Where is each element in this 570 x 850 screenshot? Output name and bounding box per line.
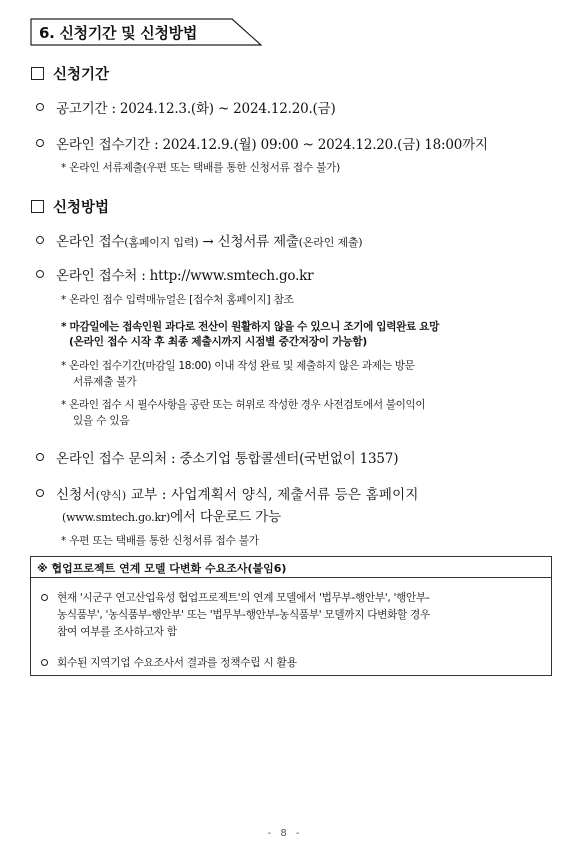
online-period-label: 온라인 접수기간 :: [56, 137, 163, 153]
step-doc-submit: 신청서류 제출: [217, 234, 299, 250]
period-note: * 온라인 서류제출(우편 또는 택배를 통한 신청서류 접수 불가): [61, 162, 341, 174]
method-note-4-line-1: * 온라인 접수 시 필수사항을 공란 또는 허위로 작성한 경우 사전검토에서 불이익이: [61, 399, 426, 411]
online-period-value: 2024.12.9.(월) 09:00 ~ 2024.12.20.(금) 18:00: [162, 137, 463, 153]
method-steps-line: [36, 230, 362, 250]
site-label: 온라인 접수처 :: [56, 268, 150, 284]
step-online-entry-note: (홈페이지 입력): [124, 236, 199, 249]
download-line-2: [62, 505, 281, 525]
circle-bullet-icon: [41, 594, 48, 601]
method-note-1: * 온라인 접수 입력매뉴얼은 [접수처 홈페이지] 참조: [61, 294, 294, 306]
page-number: - 8 -: [267, 828, 303, 839]
method-note-3-line-2: 서류제출 불가: [73, 376, 137, 388]
circle-bullet-icon: [36, 139, 44, 147]
download-url-link[interactable]: (www.smtech.go.kr): [62, 511, 171, 524]
download-form-note: (양식): [95, 489, 127, 502]
contact-line: [36, 447, 398, 467]
method-note-2-line-2: (온라인 접수 시작 후 최종 제출시까지 시점별 중간저장이 가능함): [69, 336, 368, 348]
method-note-3-line-1: * 온라인 접수기간(마감일 18:00) 이내 작성 완료 및 제출하지 않은 과제는 방문: [61, 360, 415, 372]
circle-bullet-icon: [36, 489, 44, 497]
survey-item-2: 회수된 지역기업 수요조사서 결과를 정책수립 시 활용: [57, 657, 297, 669]
method-note-2-line-1: * 마감일에는 접속인원 과다로 전산이 원활하지 않을 수 있으니 조기에 입력완료 요망: [61, 321, 439, 333]
online-period-suffix: 까지: [462, 137, 488, 153]
arrow-right-icon: →: [198, 234, 218, 250]
survey-notebox-title: ※ 협업프로젝트 연계 모델 다변화 수요조사(붙임6): [37, 562, 287, 575]
method-heading-label: 신청방법: [53, 200, 110, 216]
circle-bullet-icon: [41, 659, 48, 666]
download-form-label: 신청서: [56, 487, 96, 503]
section-title: 6. 신청기간 및 신청방법: [39, 24, 198, 42]
site-line: [36, 264, 313, 284]
download-form-text: 교부 : 사업계획서 양식, 제출서류 등은 홈페이지: [126, 487, 419, 503]
contact-label: 온라인 접수 문의처 : 중소기업 통합콜센터: [56, 451, 300, 467]
method-note-5: * 우편 또는 택배를 통한 신청서류 접수 불가: [61, 535, 259, 547]
notice-period-value: 2024.12.3.(화) ~ 2024.12.20.(금): [119, 101, 336, 117]
survey-notebox: [30, 556, 552, 676]
step-online-entry: 온라인 접수: [56, 234, 125, 250]
period-heading-label: 신청기간: [53, 67, 110, 83]
step-doc-submit-note: (온라인 제출): [298, 236, 363, 249]
period-heading: [31, 63, 109, 84]
square-bullet-icon: [31, 200, 44, 213]
notice-period-line: [36, 97, 336, 117]
method-heading: [31, 196, 109, 217]
circle-bullet-icon: [36, 453, 44, 461]
survey-notebox-header: [31, 557, 551, 578]
download-line-1: [36, 483, 419, 503]
survey-item-1-line-3: 참여 여부를 조사하고자 함: [57, 626, 177, 638]
online-period-line: [36, 133, 488, 153]
circle-bullet-icon: [36, 236, 44, 244]
square-bullet-icon: [31, 67, 44, 80]
notice-period-label: 공고기간 :: [56, 101, 120, 117]
survey-item-1-line-1: 현재 '시군구 연고산업육성 협업프로젝트'의 연계 모델에서 '법무부-행안부', '행안부-: [57, 592, 430, 604]
site-url-link[interactable]: http://www.smtech.go.kr: [149, 268, 314, 284]
section-header: [30, 18, 262, 46]
circle-bullet-icon: [36, 103, 44, 111]
method-note-4-line-2: 있을 수 있음: [73, 415, 130, 427]
download-text: 에서 다운로드 가능: [170, 509, 281, 525]
survey-item-1-line-2: 농식품부', '농식품부-행안부' 또는 '법무부-행안부-농식품부' 모델까지 다변화할 경우: [57, 609, 430, 621]
circle-bullet-icon: [36, 270, 44, 278]
contact-value: (국번없이 1357): [299, 451, 399, 467]
